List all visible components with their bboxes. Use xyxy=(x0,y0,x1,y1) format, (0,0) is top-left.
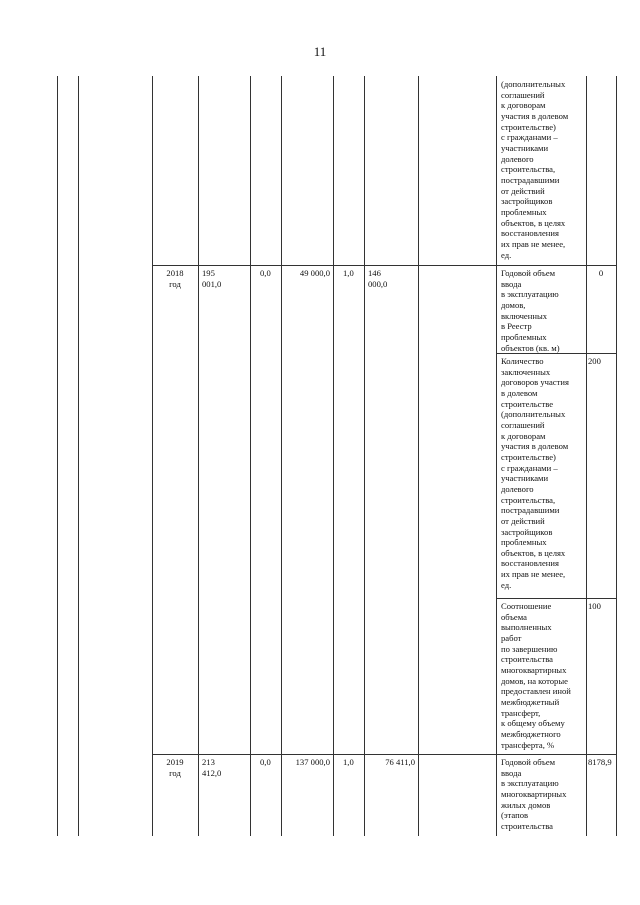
year-label: 2019 год xyxy=(166,757,184,778)
total-value: 213 412,0 xyxy=(202,757,222,778)
column-divider xyxy=(198,76,199,836)
other-value: 76 411,0 xyxy=(385,757,415,767)
column-divider xyxy=(418,76,419,836)
indicator-text: Соотношение объема выполненных работ по завершению строительства многоквартирных домов, на которые предоставлен иной межбюджетный трансферт, к общему объему межбюджетного трансферта, % xyxy=(501,601,571,750)
row-divider-2019 xyxy=(152,754,616,755)
indicator-text: Годовой объем ввода в эксплуатацию домов, включенных в Реестр проблемных объектов (кв. м) xyxy=(501,268,560,353)
indicator-value: 100 xyxy=(588,601,601,611)
column-divider xyxy=(250,76,251,836)
column-divider xyxy=(333,76,334,836)
indicator-text: (дополнительных соглашений к договорам участия в долевом строительстве) с гражданами – участниками долевого строительства, пострадавшими от действий застройщиков проблемных объектов, в целях восстановления их прав не менее, ед. xyxy=(501,79,569,260)
local-value: 1,0 xyxy=(343,268,354,278)
regional-value: 49 000,0 xyxy=(299,268,330,278)
table-border-right xyxy=(616,76,617,836)
column-divider xyxy=(586,76,587,836)
federal-value: 0,0 xyxy=(260,268,271,278)
indicator-text: Годовой объем ввода в эксплуатацию многоквартирных жилых домов (этапов строительства xyxy=(501,757,567,831)
indicator-divider xyxy=(496,598,616,599)
regional-value: 137 000,0 xyxy=(295,757,330,767)
column-divider xyxy=(364,76,365,836)
page-number: 11 xyxy=(313,44,327,59)
indicator-value: 0 xyxy=(598,268,604,278)
column-divider xyxy=(78,76,79,836)
indicator-value: 8178,9 xyxy=(588,757,612,767)
row-divider-2018 xyxy=(152,265,616,266)
year-label: 2018 год xyxy=(166,268,184,289)
other-value: 146 000,0 xyxy=(368,268,388,289)
federal-value: 0,0 xyxy=(260,757,271,767)
column-divider xyxy=(281,76,282,836)
local-value: 1,0 xyxy=(343,757,354,767)
indicator-text: Количество заключенных договоров участия в долевом строительстве (дополнительных соглашений к договорам участия в долевом строительстве) с гражданами – участниками долевого строительства, пострадавшими от действий застройщиков проблемных объектов, в целях восстановления их прав не менее, ед. xyxy=(501,356,569,590)
total-value: 195 001,0 xyxy=(202,268,222,289)
table-border-left xyxy=(57,76,58,836)
column-divider xyxy=(152,76,153,836)
indicator-value: 200 xyxy=(588,356,601,366)
column-divider xyxy=(496,76,497,836)
